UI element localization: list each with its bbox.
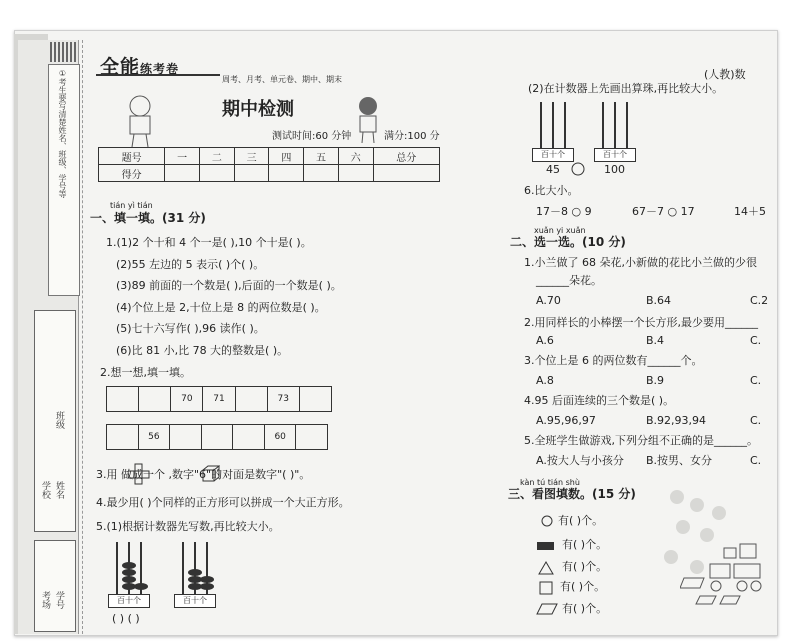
choice-5-option-b[interactable]: B.按男、女分	[646, 454, 713, 467]
question-1-1: 1.(1)2 个十和 4 个一是( ),10 个十是( )。	[106, 236, 312, 249]
abacus-bead	[200, 583, 214, 590]
abacus-rod	[116, 542, 118, 596]
abacus-1	[108, 538, 150, 606]
brand-underline	[96, 74, 220, 76]
choice-2: 2.用同样长的小棒摆一个长方形,最少要用______	[524, 316, 758, 329]
choice-1-tail: ______朵花。	[536, 274, 602, 287]
pinyin-2: xuǎn yi xuǎn	[534, 226, 586, 235]
abacus-rod	[552, 102, 554, 148]
pinyin-1: tián yì tián	[110, 201, 153, 210]
cell: 题号	[99, 148, 165, 165]
choice-1: 1.小兰做了 68 朵花,小新做的花比小兰做的少很	[524, 256, 757, 269]
abacus-rod	[564, 102, 566, 148]
number-cell: 71	[203, 387, 235, 411]
abacus-2	[174, 538, 216, 606]
compare-1[interactable]: 17－8 ○ 9	[536, 205, 592, 218]
choice-2-option-c[interactable]: C.	[750, 334, 762, 347]
score-table-header-row	[99, 148, 440, 165]
cube-net-icon	[128, 463, 150, 485]
label-name: 姓名	[54, 481, 64, 499]
barcode-stripes	[50, 42, 78, 62]
label-class: 班级	[54, 411, 64, 429]
score-blank[interactable]	[304, 165, 339, 182]
abacus-bead	[122, 576, 136, 583]
number-row-a	[106, 386, 332, 412]
cell: 五	[304, 148, 339, 165]
abacus-base: 百十个	[174, 594, 216, 608]
question-5-2: (2)在计数器上先画出算珠,再比较大小。	[528, 82, 724, 95]
count-triangles[interactable]: 有( )个。	[562, 560, 608, 573]
section-3-heading: 三、看图填数。(15 分)	[508, 487, 636, 501]
score-blank[interactable]	[269, 165, 304, 182]
number-cell: 73	[268, 387, 300, 411]
choice-5-option-c[interactable]: C.	[750, 454, 762, 467]
faded-ball-icon	[676, 520, 690, 534]
choice-4-option-c[interactable]: C.	[750, 414, 762, 427]
number-100: 100	[604, 163, 625, 176]
abacus-base: 百十个	[594, 148, 636, 162]
score-blank[interactable]	[234, 165, 269, 182]
faded-ball-icon	[670, 490, 684, 504]
pinyin-3: kàn tú tián shù	[520, 478, 580, 487]
count-squares[interactable]: 有( )个。	[560, 580, 606, 593]
number-45: 45	[546, 163, 560, 176]
cell: 二	[200, 148, 235, 165]
cell: 一	[165, 148, 200, 165]
abacus-answer-blanks[interactable]: ( ) ( )	[112, 612, 140, 625]
score-blank[interactable]	[338, 165, 373, 182]
student-info-box	[34, 310, 76, 532]
choice-3: 3.个位上是 6 的两位数有______个。	[524, 354, 703, 367]
number-cell[interactable]	[236, 387, 268, 411]
boy-illustration-icon	[120, 92, 160, 148]
question-1-5: (5)七十六写作( ),96 读作( )。	[116, 322, 265, 335]
question-4: 4.最少用( )个同样的正方形可以拼成一个大正方形。	[96, 496, 350, 509]
choice-5: 5.全班学生做游戏,下列分组不正确的是______。	[524, 434, 758, 447]
number-cell: 70	[171, 387, 203, 411]
score-blank[interactable]	[373, 165, 439, 182]
number-cell[interactable]	[170, 425, 202, 449]
score-blank[interactable]	[165, 165, 200, 182]
question-1-6: (6)比 81 小,比 78 大的整数是( )。	[116, 344, 289, 357]
cell: 四	[269, 148, 304, 165]
square-shape-icon	[538, 580, 554, 596]
full-score-label: 满分:100 分	[384, 131, 440, 142]
choice-1-option-c[interactable]: C.2	[750, 294, 769, 307]
exam-notes-box	[48, 64, 80, 296]
choice-5-option-a[interactable]: A.按大人与小孩分	[536, 454, 624, 467]
choice-4-option-a[interactable]: A.95,96,97	[536, 414, 596, 427]
count-parallelograms[interactable]: 有( )个。	[562, 602, 608, 615]
parallelogram-shape-icon	[536, 602, 558, 616]
abacus-bead	[122, 569, 136, 576]
score-table-score-row	[99, 165, 440, 182]
cell: 三	[234, 148, 269, 165]
cut-line	[82, 40, 83, 634]
circle-shape-icon	[540, 514, 554, 528]
number-cell[interactable]	[107, 425, 139, 449]
cube-icon	[202, 465, 220, 483]
choice-1-option-a[interactable]: A.70	[536, 294, 561, 307]
page-title: 期中检测	[222, 99, 294, 120]
question-6: 6.比大小。	[524, 184, 579, 197]
choice-2-option-b[interactable]: B.4	[646, 334, 665, 347]
count-circles[interactable]: 有( )个。	[558, 514, 604, 527]
number-cell[interactable]	[233, 425, 265, 449]
edition-tag: (人教)数	[704, 68, 746, 81]
number-cell: 60	[265, 425, 297, 449]
abacus-rod	[602, 102, 604, 148]
number-cell[interactable]	[300, 387, 331, 411]
question-5: 5.(1)根据计数器先写数,再比较大小。	[96, 520, 280, 533]
compare-circle-icon[interactable]	[570, 161, 586, 177]
question-2: 2.想一想,填一填。	[100, 366, 191, 379]
abacus-3	[532, 100, 574, 160]
compare-3[interactable]: 14＋5	[734, 205, 766, 218]
faded-ball-icon	[690, 498, 704, 512]
section-2-heading: 二、选一选。(10 分)	[510, 235, 626, 249]
abacus-rod	[182, 542, 184, 596]
label-school: 学校	[40, 481, 50, 499]
exam-notes-text: ①考生要写清楚姓名、班级、学号等	[58, 69, 67, 198]
faded-ball-icon	[664, 550, 678, 564]
number-cell[interactable]	[202, 425, 234, 449]
abacus-bead	[122, 562, 136, 569]
brand-logo: 全能练考卷	[100, 56, 180, 78]
score-table	[98, 147, 440, 182]
abacus-base: 百十个	[108, 594, 150, 608]
cell: 得分	[99, 165, 165, 182]
abacus-rod	[540, 102, 542, 148]
question-1-4: (4)个位上是 2,十位上是 8 的两位数是( )。	[116, 301, 326, 314]
time-label: 测试时间:60 分钟	[272, 131, 352, 142]
abacus-bead	[134, 583, 148, 590]
choice-2-option-a[interactable]: A.6	[536, 334, 554, 347]
question-3: 3.用 做成一个 ,数字"6"的对面是数字"( )"。	[96, 468, 311, 481]
question-1-2: (2)55 左边的 5 表示( )个( )。	[116, 258, 265, 271]
number-cell[interactable]	[296, 425, 327, 449]
choice-1-option-b[interactable]: B.64	[646, 294, 672, 307]
abacus-base: 百十个	[532, 148, 574, 162]
label-student-id: 学号	[54, 591, 64, 609]
score-blank[interactable]	[200, 165, 235, 182]
number-cell[interactable]	[107, 387, 139, 411]
triangle-shape-icon	[538, 560, 554, 576]
question-1-3: (3)89 前面的一个数是( ),后面的一个数是( )。	[116, 279, 342, 292]
label-exam-room: 考场	[40, 591, 50, 609]
abacus-bead	[200, 576, 214, 583]
choice-4: 4.95 后面连续的三个数是( )。	[524, 394, 675, 407]
number-cell[interactable]	[139, 387, 171, 411]
choice-3-option-a[interactable]: A.8	[536, 374, 554, 387]
number-cell: 56	[139, 425, 171, 449]
cell: 总分	[373, 148, 439, 165]
choice-4-option-b[interactable]: B.92,93,94	[646, 414, 707, 427]
cell: 六	[338, 148, 373, 165]
section-1-heading: 一、填一填。(31 分)	[90, 211, 206, 225]
abacus-4	[594, 100, 636, 160]
choice-3-option-b[interactable]: B.9	[646, 374, 665, 387]
abacus-rod	[626, 102, 628, 148]
rectangle-shape-icon	[536, 540, 556, 552]
choice-3-option-c[interactable]: C.	[750, 374, 762, 387]
student-id-box	[34, 540, 76, 632]
shape-train-icon	[680, 540, 766, 612]
faded-ball-icon	[712, 506, 726, 520]
count-rectangles[interactable]: 有( )个。	[562, 538, 608, 551]
abacus-bead	[188, 569, 202, 576]
girl-illustration-icon	[350, 94, 386, 144]
number-row-b	[106, 424, 328, 450]
categories-text: 周考、月考、单元卷、期中、期末	[222, 75, 342, 84]
abacus-rod	[614, 102, 616, 148]
compare-2[interactable]: 67－7 ○ 17	[632, 205, 695, 218]
